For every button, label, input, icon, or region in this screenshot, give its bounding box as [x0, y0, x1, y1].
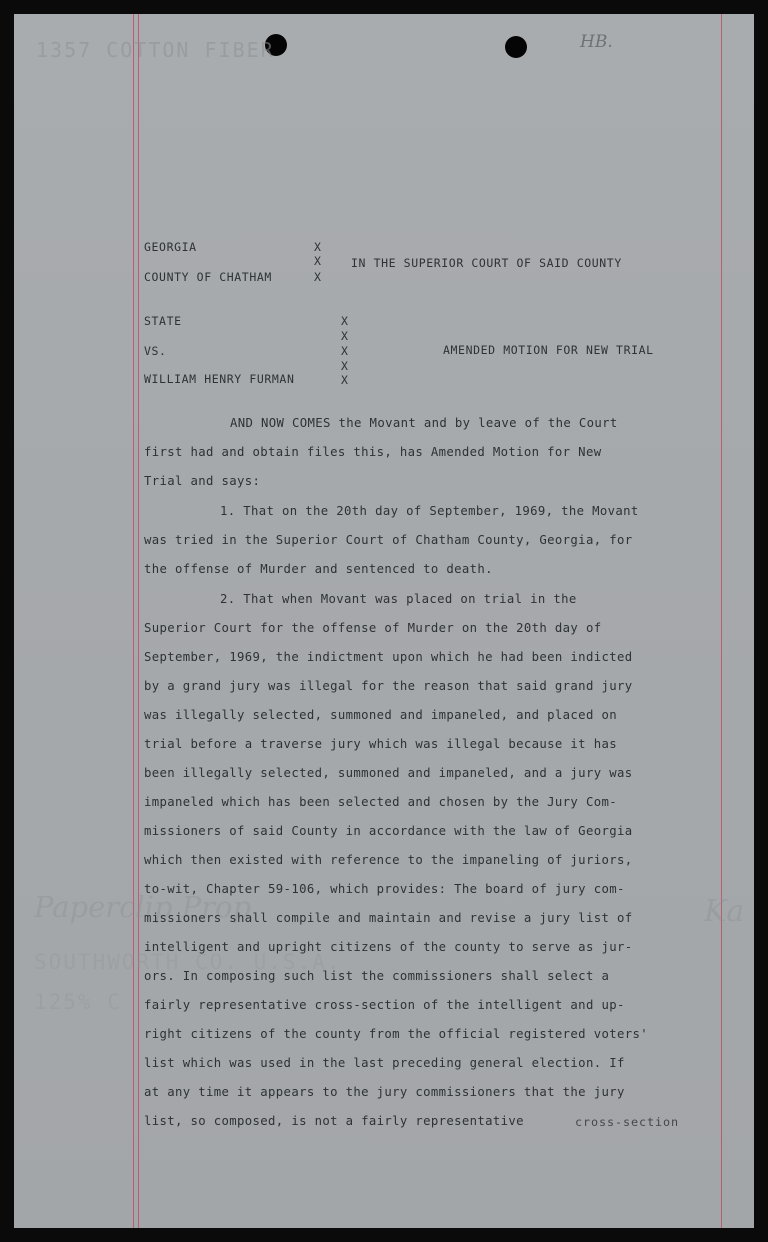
party-mark: X — [341, 314, 349, 328]
body-line: which then existed with reference to the impaneling of juriors, — [144, 853, 633, 867]
body-line: right citizens of the county from the official registered voters' — [144, 1027, 648, 1041]
body-line: ors. In composing such list the commissioners shall select a — [144, 969, 610, 983]
body-line: list which was used in the last preceding general election. If — [144, 1056, 625, 1070]
watermark-brand: SOUTHWORTH CO. U.S.A. — [34, 950, 342, 974]
right-margin-rule — [721, 14, 722, 1228]
caption-mark: X — [314, 270, 322, 284]
punch-hole-right — [505, 36, 527, 58]
trailing-typed-text: cross-section — [575, 1115, 680, 1129]
left-margin-rule-2 — [138, 14, 139, 1228]
body-line: first had and obtain files this, has Amended Motion for New — [144, 445, 602, 459]
body-line: at any time it appears to the jury commissioners that the jury — [144, 1085, 625, 1099]
body-line: the offense of Murder and sentenced to death. — [144, 562, 493, 576]
body-line: was illegally selected, summoned and impaneled, and placed on — [144, 708, 617, 722]
caption-state-name: GEORGIA — [144, 240, 197, 254]
body-line: missioners of said County in accordance with the law of Georgia — [144, 824, 633, 838]
watermark-cotton: 125% C — [34, 990, 122, 1014]
body-line: by a grand jury was illegal for the reason that said grand jury — [144, 679, 633, 693]
body-line: list, so composed, is not a fairly representative — [144, 1114, 524, 1128]
body-line: 1. That on the 20th day of September, 1969, the Movant — [220, 504, 639, 518]
court-name: IN THE SUPERIOR COURT OF SAID COUNTY — [351, 256, 622, 270]
left-margin-rule-1 — [133, 14, 134, 1228]
body-line: fairly representative cross-section of the intelligent and up- — [144, 998, 625, 1012]
handwritten-initials: HB. — [580, 32, 613, 52]
party-versus: VS. — [144, 344, 167, 358]
body-line: Trial and says: — [144, 474, 261, 488]
body-line: missioners shall compile and maintain and revise a jury list of — [144, 911, 633, 925]
caption-county-name: COUNTY OF CHATHAM — [144, 270, 272, 284]
body-line: was tried in the Superior Court of Chatham County, Georgia, for — [144, 533, 633, 547]
body-line: AND NOW COMES the Movant and by leave of the Court — [230, 416, 618, 430]
body-line: trial before a traverse jury which was illegal because it has — [144, 737, 617, 751]
body-line: been illegally selected, summoned and impaneled, and a jury was — [144, 766, 633, 780]
caption-mark: X — [314, 240, 322, 254]
party-mark: X — [341, 359, 349, 373]
party-mark: X — [341, 373, 349, 387]
watermark-script: Paperclip Prop — [34, 890, 252, 924]
body-line: to-wit, Chapter 59-106, which provides: The board of jury com- — [144, 882, 625, 896]
party-defendant: WILLIAM HENRY FURMAN — [144, 372, 295, 386]
document-page — [14, 14, 754, 1228]
body-line: September, 1969, the indictment upon which he had been indicted — [144, 650, 633, 664]
body-line: Superior Court for the offense of Murder on the 20th day of — [144, 621, 602, 635]
party-mark: X — [341, 344, 349, 358]
party-state: STATE — [144, 314, 182, 328]
watermark-right-fragment: Ka — [704, 894, 745, 929]
caption-mark: X — [314, 254, 322, 268]
body-line: impaneled which has been selected and chosen by the Jury Com- — [144, 795, 617, 809]
body-line: 2. That when Movant was placed on trial in the — [220, 592, 577, 606]
document-title: AMENDED MOTION FOR NEW TRIAL — [443, 343, 654, 357]
party-mark: X — [341, 329, 349, 343]
body-line: intelligent and upright citizens of the county to serve as jur- — [144, 940, 633, 954]
bleed-through-header: 1357 COTTON FIBER — [36, 38, 275, 62]
